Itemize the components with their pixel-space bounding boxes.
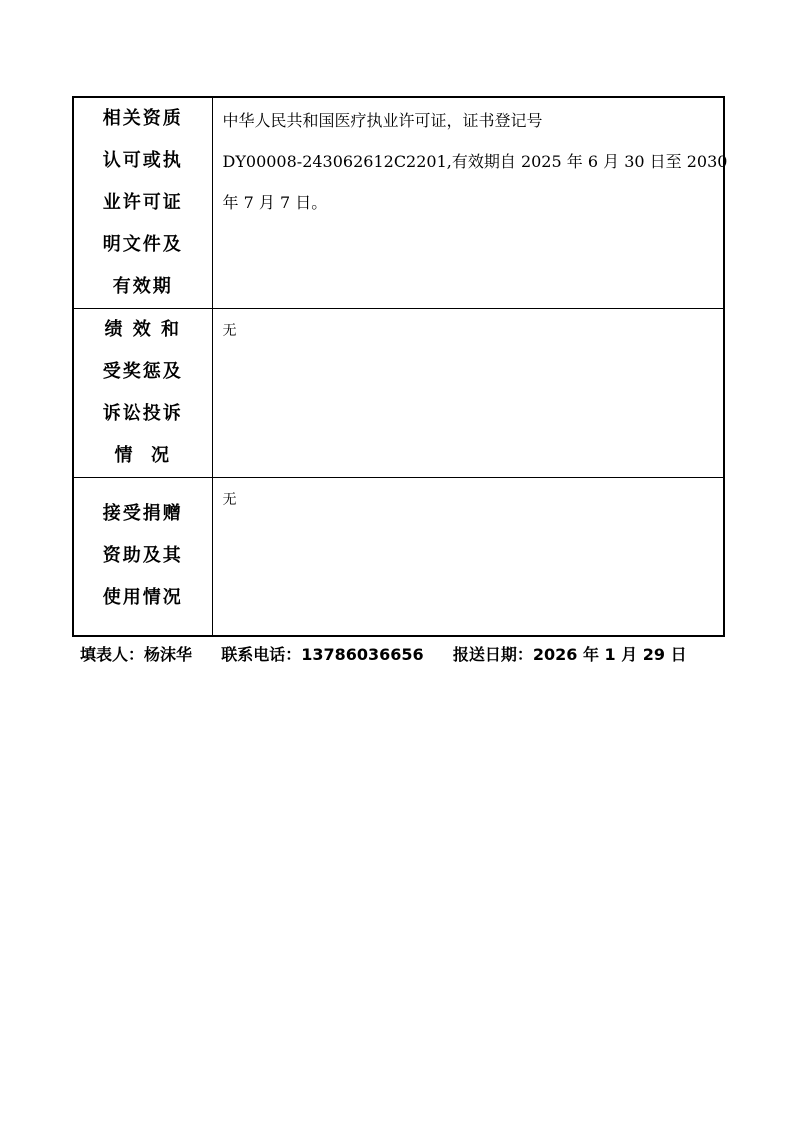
table-row-qualifications <box>73 97 724 309</box>
row-label-line: 资助及其 <box>102 545 183 567</box>
date-label: 报送日期： <box>452 645 533 664</box>
performance-value: 无 <box>222 323 237 339</box>
row-label-line: 有效期 <box>112 276 173 297</box>
row-label-line: 接受捐赠 <box>102 503 183 525</box>
performance-label-cell <box>73 309 212 478</box>
qualifications-value-line: 中华人民共和国医疗执业许可证，证书登记号 <box>222 111 543 130</box>
donations-value-cell <box>212 478 724 636</box>
row-label-line: 受奖惩及 <box>102 361 183 382</box>
row-label-line: 情 况 <box>114 445 172 466</box>
donations-value: 无 <box>222 492 237 508</box>
qualifications-value-cell <box>212 97 728 309</box>
row-label-line: 明文件及 <box>102 234 183 255</box>
qualifications-label-cell <box>73 97 212 309</box>
info-table <box>72 96 728 637</box>
filler-label: 填表人： <box>80 645 145 664</box>
phone-number: 13786036656 <box>301 645 424 664</box>
row-label-line: 认可或执 <box>102 150 183 171</box>
donations-label-cell <box>73 478 212 636</box>
table-row-donations <box>73 478 724 636</box>
row-label-line: 使用情况 <box>102 587 183 609</box>
submission-date: 2026 年 1 月 29 日 <box>532 645 687 664</box>
qualifications-value-line: DY00008-243062612C2201,有效期自 2025 年 6 月 30 日至 2030 <box>222 152 728 171</box>
performance-value-cell <box>212 309 724 478</box>
row-label-line: 诉讼投诉 <box>102 403 183 424</box>
phone-label: 联系电话： <box>221 645 302 664</box>
table-row-performance <box>73 309 724 478</box>
qualifications-value-line: 年 7 月 7 日。 <box>222 193 328 212</box>
row-label-line: 相关资质 <box>102 108 183 129</box>
form-footer <box>80 643 720 667</box>
row-label-line: 绩 效 和 <box>104 319 182 340</box>
filler-name: 杨沫华 <box>144 645 193 664</box>
row-label-line: 业许可证 <box>102 192 183 213</box>
